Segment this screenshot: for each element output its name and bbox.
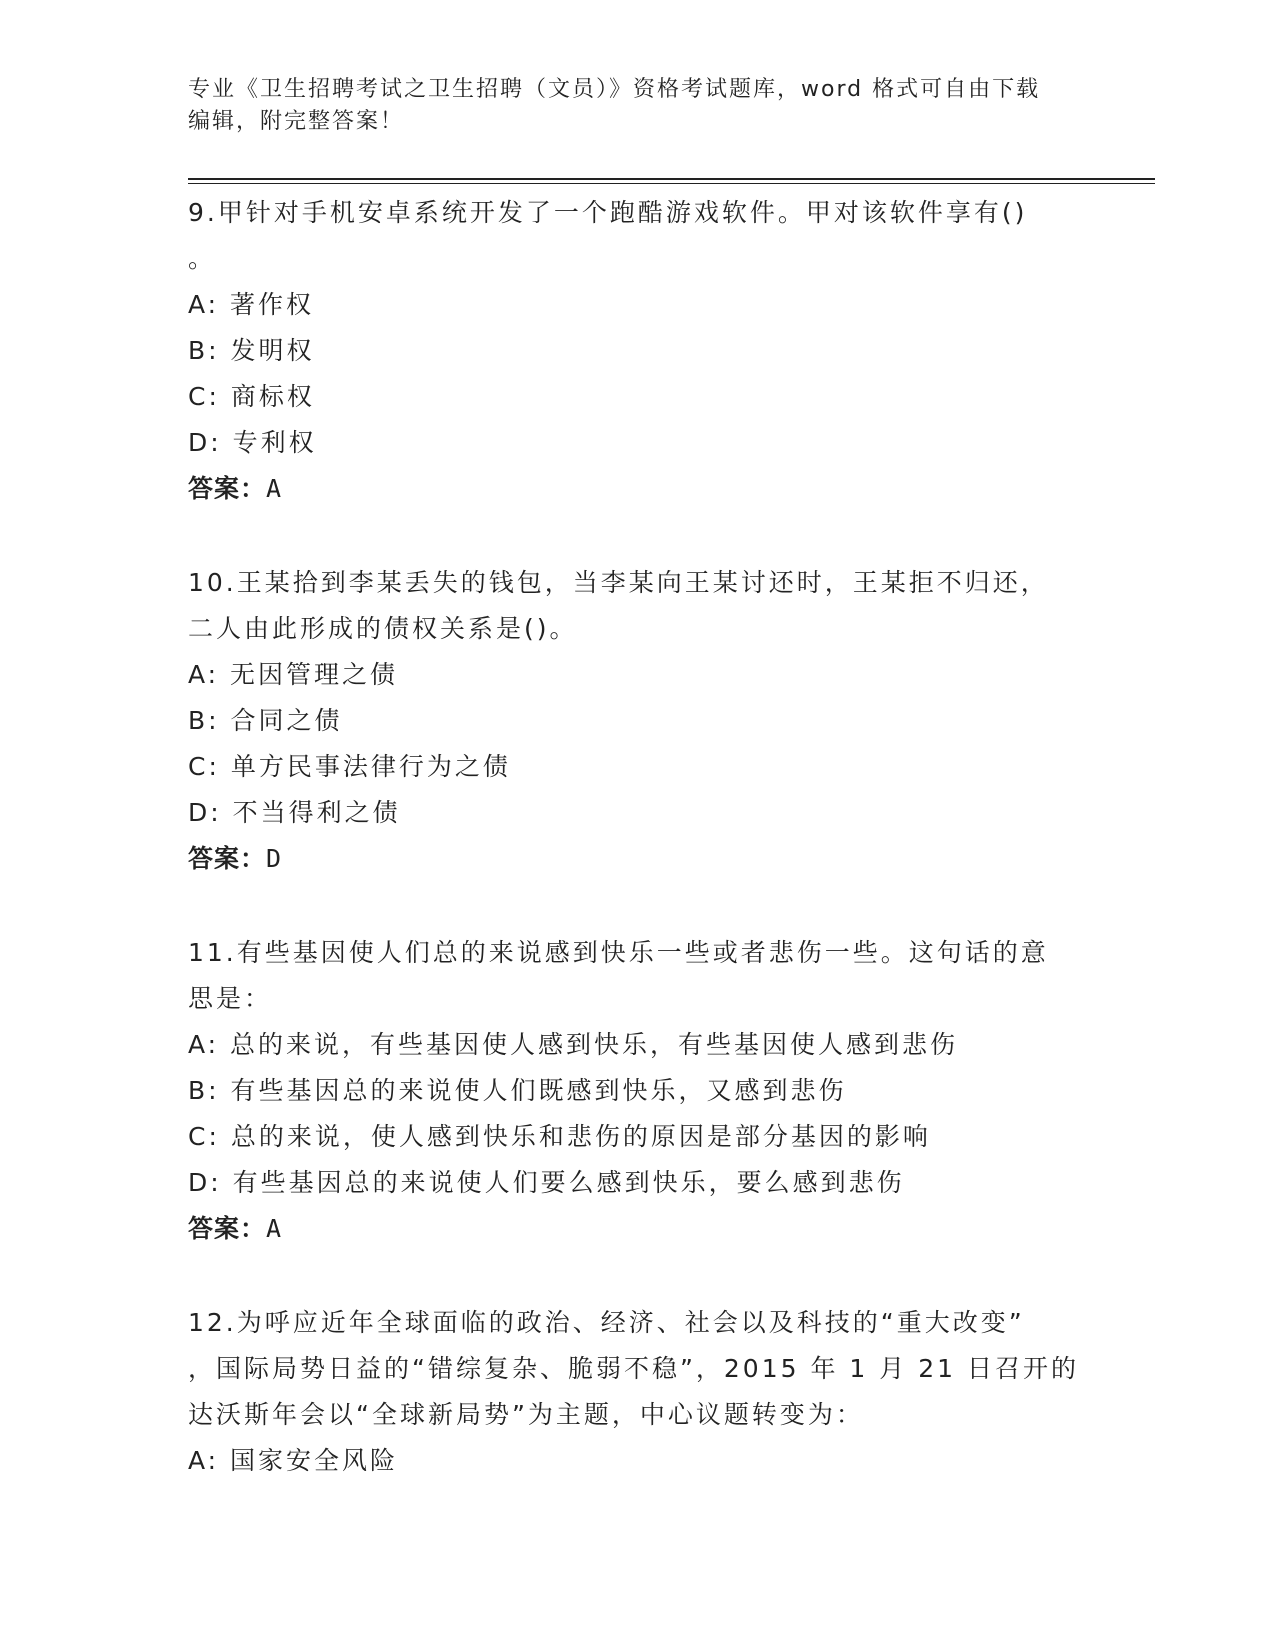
question-stem-line: 11.有些基因使人们总的来说感到快乐一些或者悲伤一些。这句话的意 — [188, 938, 1049, 967]
answer-label: 答案： — [188, 474, 267, 503]
question-stem — [188, 188, 1088, 282]
question-stem-line: ，国际局势日益的“错综复杂、脆弱不稳”，2015 年 1 月 21 日召开的 — [188, 1354, 1079, 1383]
header-line-2: 编辑，附完整答案！ — [188, 109, 405, 134]
option-c: C: 总的来说，使人感到快乐和悲伤的原因是部分基因的影响 — [188, 1122, 931, 1151]
option-b: B: 发明权 — [188, 336, 315, 365]
header-divider-thin — [188, 183, 1155, 184]
question-11 — [188, 928, 1088, 1252]
option-a: A: 总的来说，有些基因使人感到快乐，有些基因使人感到悲伤 — [188, 1030, 959, 1059]
option-a: A: 无因管理之债 — [188, 660, 399, 689]
option-d: D: 有些基因总的来说使人们要么感到快乐，要么感到悲伤 — [188, 1168, 905, 1197]
option-c: C: 单方民事法律行为之债 — [188, 752, 511, 781]
question-stem — [188, 558, 1088, 652]
question-stem — [188, 1298, 1088, 1438]
option-b: B: 合同之债 — [188, 706, 343, 735]
answer-label: 答案： — [188, 844, 267, 873]
question-list — [188, 188, 1088, 1484]
answer-line — [188, 1206, 1088, 1252]
question-stem-line: 。 — [188, 244, 217, 273]
question-stem-line: 二人由此形成的债权关系是()。 — [188, 614, 578, 643]
answer-value: A — [266, 474, 283, 503]
question-12 — [188, 1298, 1088, 1484]
header-line-1: 专业《卫生招聘考试之卫生招聘（文员）》资格考试题库，word 格式可自由下载 — [188, 77, 1041, 102]
document-header — [188, 74, 1088, 138]
question-stem — [188, 928, 1088, 1022]
option-d: D: 专利权 — [188, 428, 317, 457]
header-divider-thick — [188, 178, 1155, 180]
option-a: A: 著作权 — [188, 290, 315, 319]
option-b: B: 有些基因总的来说使人们既感到快乐，又感到悲伤 — [188, 1076, 847, 1105]
answer-line — [188, 466, 1088, 512]
question-stem-line: 9.甲针对手机安卓系统开发了一个跑酷游戏软件。甲对该软件享有() — [188, 198, 1028, 227]
option-d: D: 不当得利之债 — [188, 798, 401, 827]
question-9 — [188, 188, 1088, 512]
question-stem-line: 达沃斯年会以“全球新局势”为主题，中心议题转变为： — [188, 1400, 864, 1429]
answer-line — [188, 836, 1088, 882]
answer-label: 答案： — [188, 1214, 267, 1243]
question-stem-line: 思是： — [188, 984, 273, 1013]
option-c: C: 商标权 — [188, 382, 315, 411]
answer-value: A — [266, 1214, 283, 1243]
answer-value: D — [266, 844, 283, 873]
question-stem-line: 10.王某拾到李某丢失的钱包，当李某向王某讨还时，王某拒不归还， — [188, 568, 1049, 597]
question-10 — [188, 558, 1088, 882]
question-stem-line: 12.为呼应近年全球面临的政治、经济、社会以及科技的“重大改变” — [188, 1308, 1025, 1337]
option-a: A: 国家安全风险 — [188, 1446, 399, 1475]
